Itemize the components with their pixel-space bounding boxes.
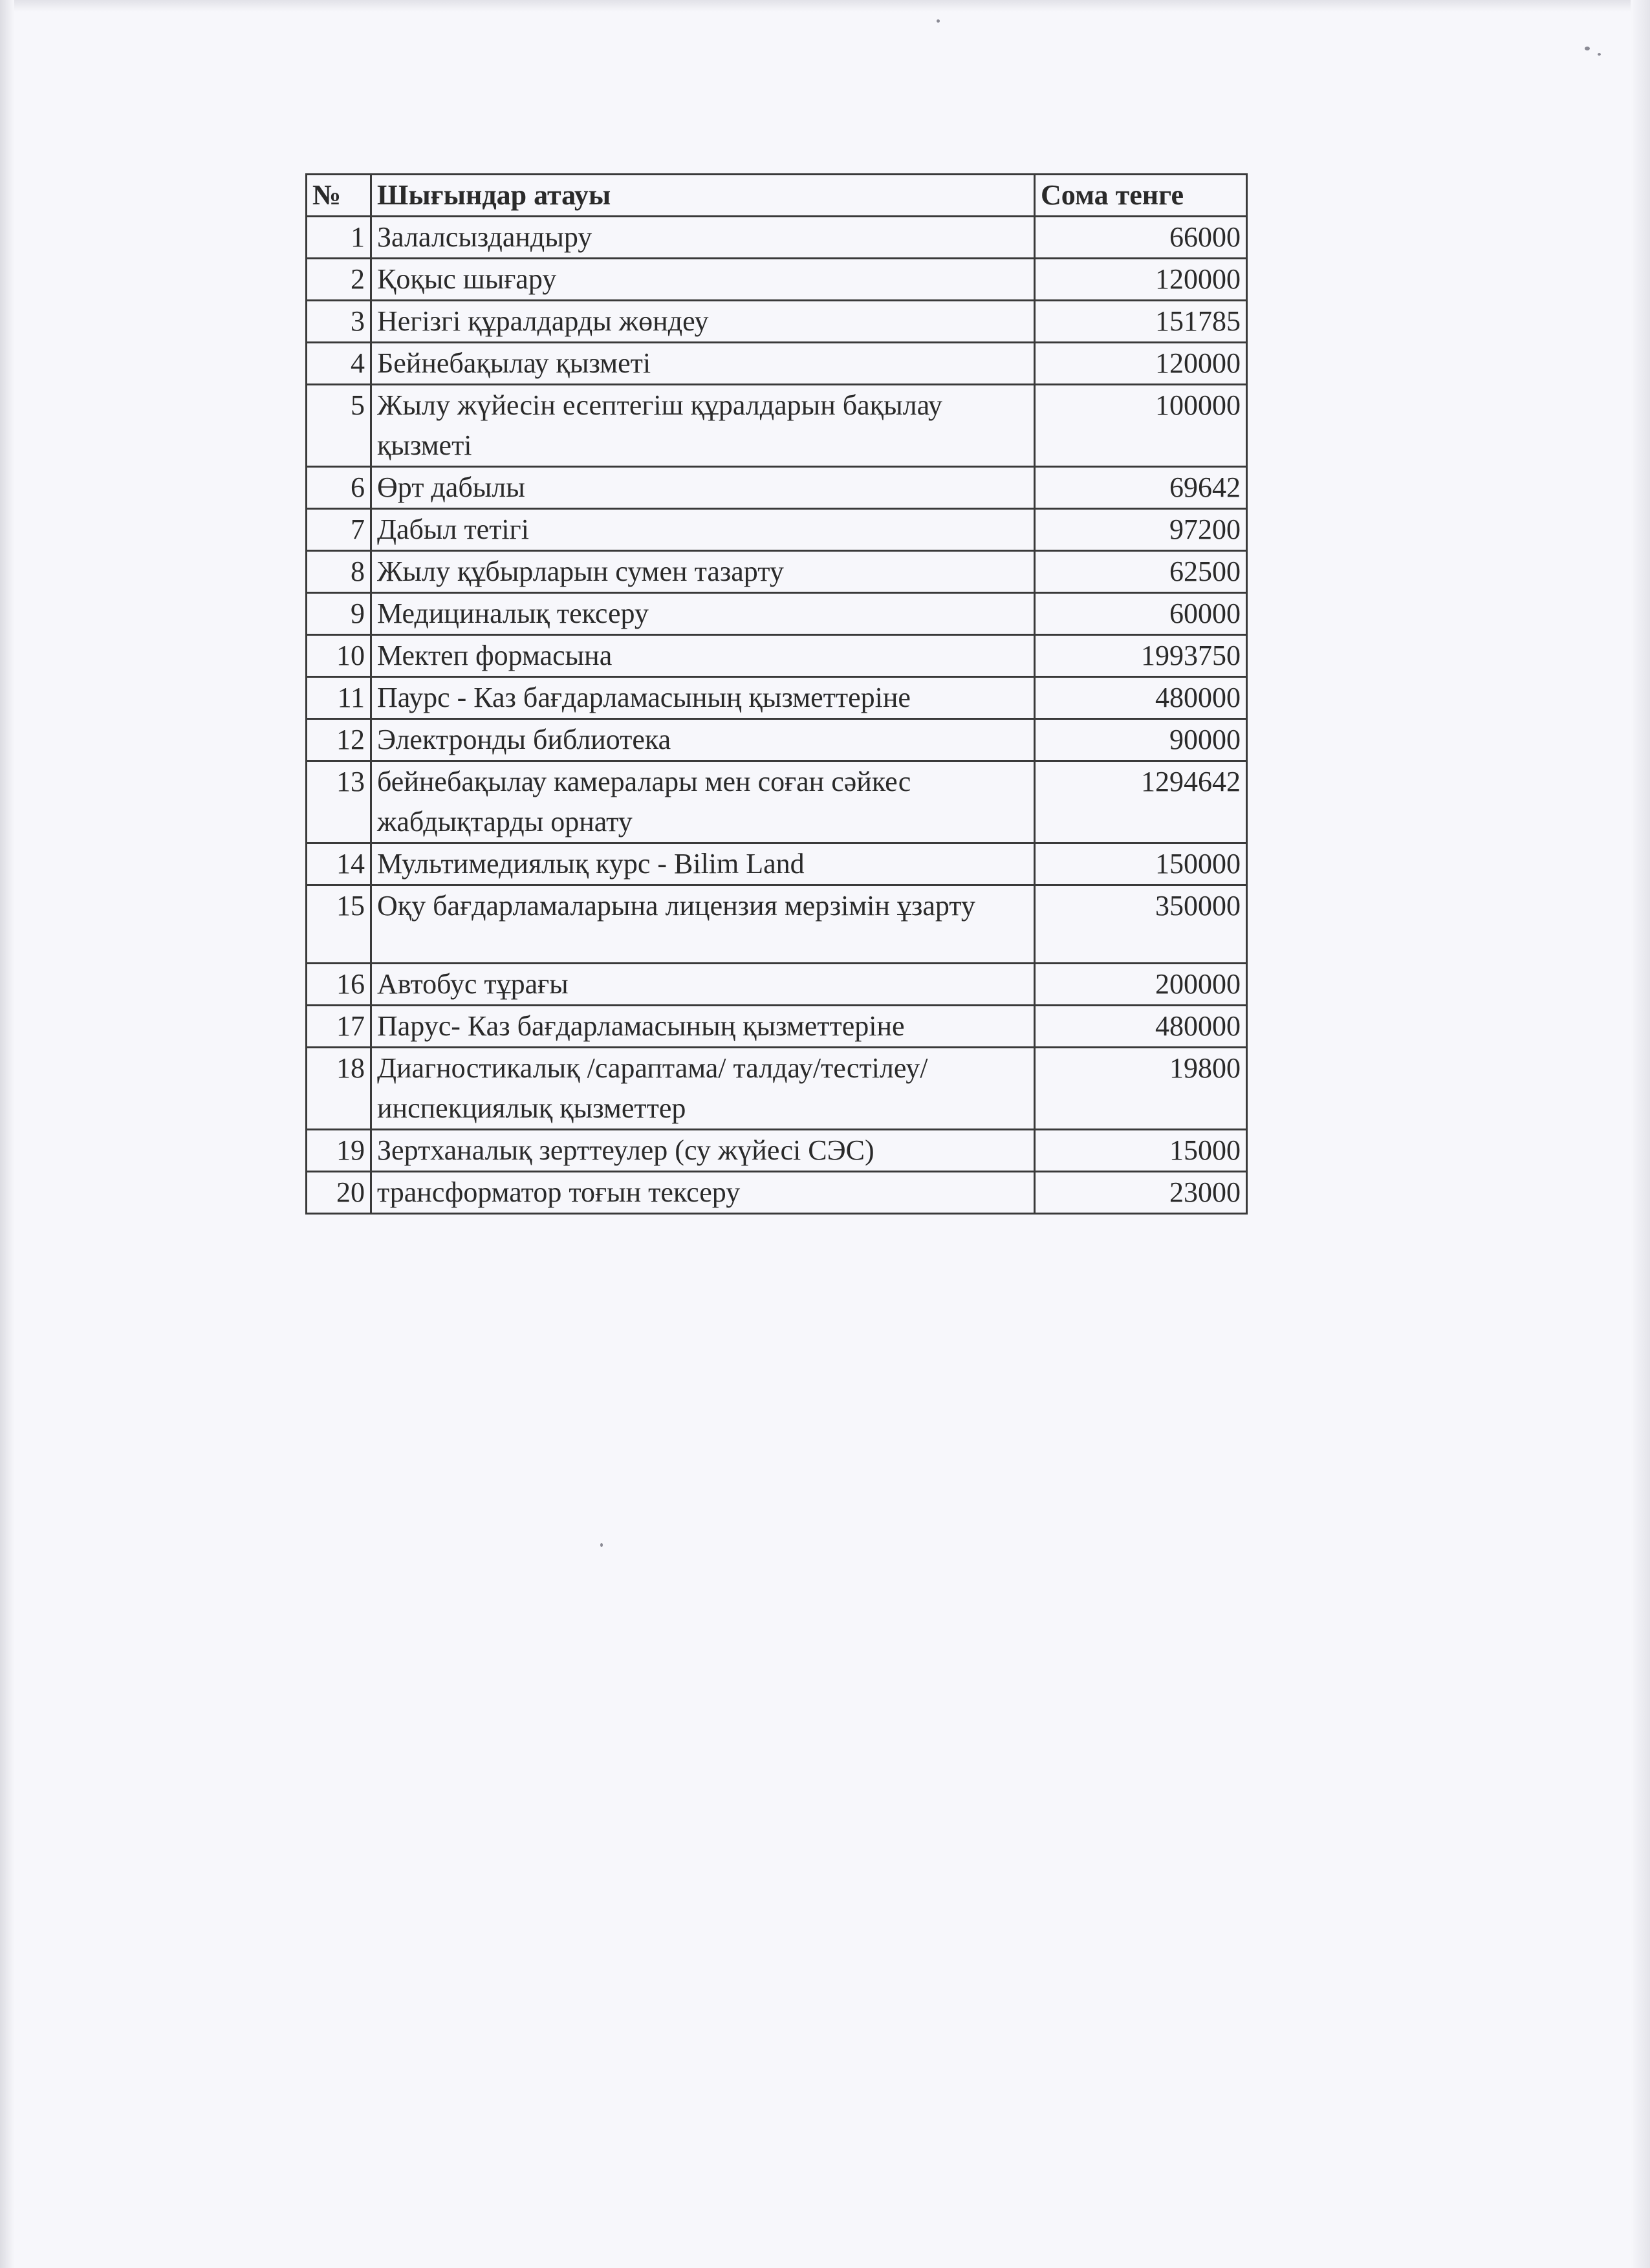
expense-amount: 120000 bbox=[1035, 259, 1247, 301]
table-row bbox=[307, 885, 1247, 964]
expense-name: бейнебақылау камералары мен соған сәйкес жабдықтарды орнату bbox=[371, 761, 1035, 843]
table-row bbox=[307, 1006, 1247, 1048]
row-number: 4 bbox=[307, 343, 371, 385]
table-row bbox=[307, 1130, 1247, 1172]
expense-amount: 480000 bbox=[1035, 677, 1247, 719]
table-row bbox=[307, 635, 1247, 677]
table-row bbox=[307, 677, 1247, 719]
row-number: 3 bbox=[307, 301, 371, 343]
row-number: 2 bbox=[307, 259, 371, 301]
expense-amount: 19800 bbox=[1035, 1048, 1247, 1130]
expense-amount: 200000 bbox=[1035, 964, 1247, 1006]
expense-amount: 100000 bbox=[1035, 385, 1247, 467]
table-row bbox=[307, 964, 1247, 1006]
row-number: 20 bbox=[307, 1172, 371, 1214]
row-number: 13 bbox=[307, 761, 371, 843]
row-number: 19 bbox=[307, 1130, 371, 1172]
table-row bbox=[307, 551, 1247, 593]
expense-amount: 23000 bbox=[1035, 1172, 1247, 1214]
expense-name: Бейнебақылау қызметі bbox=[371, 343, 1035, 385]
table-body bbox=[307, 217, 1247, 1214]
table-row bbox=[307, 593, 1247, 635]
scan-edge-right bbox=[1631, 0, 1650, 2268]
expenses-table bbox=[305, 173, 1248, 1215]
expense-name: Медициналық тексеру bbox=[371, 593, 1035, 635]
expense-amount: 151785 bbox=[1035, 301, 1247, 343]
expense-name: Дабыл тетігі bbox=[371, 509, 1035, 551]
row-number: 18 bbox=[307, 1048, 371, 1130]
expense-name: Автобус тұрағы bbox=[371, 964, 1035, 1006]
scan-edge-left bbox=[0, 0, 14, 2268]
row-number: 14 bbox=[307, 843, 371, 885]
row-number: 9 bbox=[307, 593, 371, 635]
expense-name: Зертханалық зерттеулер (су жүйесі СЭС) bbox=[371, 1130, 1035, 1172]
row-number: 1 bbox=[307, 217, 371, 259]
expense-amount: 15000 bbox=[1035, 1130, 1247, 1172]
table-row bbox=[307, 385, 1247, 467]
header-amount: Сома тенге bbox=[1035, 175, 1247, 217]
table-row bbox=[307, 343, 1247, 385]
row-number: 6 bbox=[307, 467, 371, 509]
expense-name: Мектеп формасына bbox=[371, 635, 1035, 677]
expense-amount: 62500 bbox=[1035, 551, 1247, 593]
expense-name: Паурс - Каз бағдарламасының қызметтеріне bbox=[371, 677, 1035, 719]
expense-amount: 90000 bbox=[1035, 719, 1247, 761]
expense-name: Жылу құбырларын сумен тазарту bbox=[371, 551, 1035, 593]
header-number: № bbox=[307, 175, 371, 217]
scan-speck bbox=[937, 19, 940, 23]
row-number: 16 bbox=[307, 964, 371, 1006]
expense-amount: 66000 bbox=[1035, 217, 1247, 259]
expense-name: Оқу бағдарламаларына лицензия мерзімін ұзарту bbox=[371, 885, 1035, 964]
scan-edge-top bbox=[0, 0, 1650, 12]
table-row bbox=[307, 1172, 1247, 1214]
table-row bbox=[307, 719, 1247, 761]
expense-amount: 60000 bbox=[1035, 593, 1247, 635]
expense-name: Мультимедиялық курс - Bilim Land bbox=[371, 843, 1035, 885]
expense-name: Қоқыс шығару bbox=[371, 259, 1035, 301]
expense-name: Диагностикалық /сараптама/ талдау/тестілеу/инспекциялық қызметтер bbox=[371, 1048, 1035, 1130]
expense-name: Электронды библиотека bbox=[371, 719, 1035, 761]
row-number: 17 bbox=[307, 1006, 371, 1048]
table-header-row bbox=[307, 175, 1247, 217]
table-row bbox=[307, 843, 1247, 885]
expense-amount: 1294642 bbox=[1035, 761, 1247, 843]
expense-amount: 350000 bbox=[1035, 885, 1247, 964]
expense-name: трансформатор тоғын тексеру bbox=[371, 1172, 1035, 1214]
table-row bbox=[307, 467, 1247, 509]
row-number: 15 bbox=[307, 885, 371, 964]
expense-name: Залалсыздандыру bbox=[371, 217, 1035, 259]
scan-speck bbox=[600, 1543, 603, 1547]
header-expense-name: Шығындар атауы bbox=[371, 175, 1035, 217]
table-row bbox=[307, 301, 1247, 343]
expense-name: Жылу жүйесін есептегіш құралдарын бақылау қызметі bbox=[371, 385, 1035, 467]
expense-amount: 1993750 bbox=[1035, 635, 1247, 677]
expense-amount: 97200 bbox=[1035, 509, 1247, 551]
row-number: 5 bbox=[307, 385, 371, 467]
row-number: 11 bbox=[307, 677, 371, 719]
table-row bbox=[307, 259, 1247, 301]
expense-name: Парус- Каз бағдарламасының қызметтеріне bbox=[371, 1006, 1035, 1048]
expense-name: Негізгі құралдарды жөндеу bbox=[371, 301, 1035, 343]
table-row bbox=[307, 509, 1247, 551]
expense-amount: 150000 bbox=[1035, 843, 1247, 885]
row-number: 8 bbox=[307, 551, 371, 593]
row-number: 12 bbox=[307, 719, 371, 761]
table-row bbox=[307, 761, 1247, 843]
expense-amount: 480000 bbox=[1035, 1006, 1247, 1048]
row-number: 7 bbox=[307, 509, 371, 551]
row-number: 10 bbox=[307, 635, 371, 677]
table-row bbox=[307, 1048, 1247, 1130]
expense-name: Өрт дабылы bbox=[371, 467, 1035, 509]
scan-speck bbox=[1598, 53, 1601, 56]
table-row bbox=[307, 217, 1247, 259]
expense-amount: 120000 bbox=[1035, 343, 1247, 385]
scan-speck bbox=[1585, 47, 1590, 50]
expense-amount: 69642 bbox=[1035, 467, 1247, 509]
